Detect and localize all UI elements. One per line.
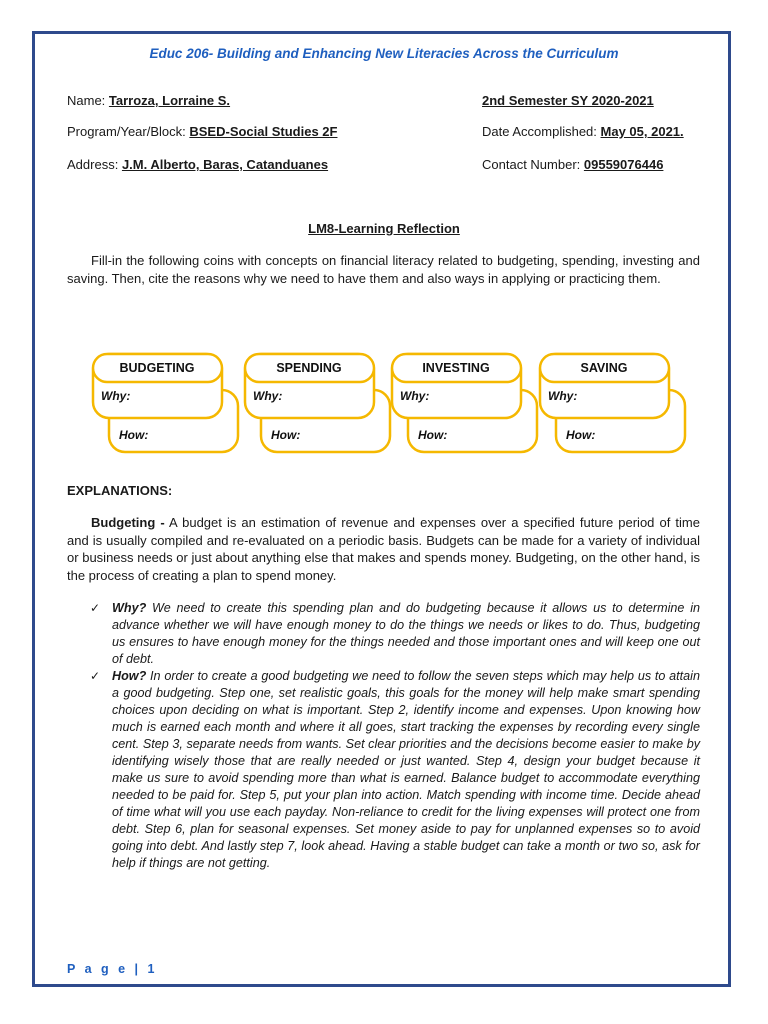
- coin-title: SAVING: [580, 361, 628, 375]
- address-label: Address:: [67, 157, 119, 172]
- contact-row: [482, 157, 663, 172]
- coin-title: SPENDING: [276, 361, 342, 375]
- program-row: [67, 124, 337, 139]
- date-row: [482, 124, 684, 139]
- coin-how: How:: [566, 428, 596, 442]
- coin-spending: [245, 354, 390, 452]
- coin-investing: [392, 354, 537, 452]
- budgeting-text: A budget is an estimation of revenue and expenses over a specified future period of time and is usually compiled and re-evaluated on a periodic basis. Budgets can be made for a variety of individual or business needs or just about anything else that makes and spends money. Budgeting, on the other hand, is the process of creating a plan to spend money.: [67, 515, 700, 583]
- coin-how: How:: [418, 428, 448, 442]
- course-title: Educ 206- Building and Enhancing New Literacies Across the Curriculum: [149, 46, 619, 61]
- address-row: [67, 157, 328, 172]
- coin-why: Why:: [101, 389, 131, 403]
- contact-label: Contact Number:: [482, 157, 581, 172]
- coin-title: BUDGETING: [119, 361, 195, 375]
- coin-why: Why:: [548, 389, 578, 403]
- instructions: Fill-in the following coins with concepts on financial literacy related to budgeting, spending, investing and saving. Then, cite the reasons why we need to have them and also ways in applying or practicing them.: [67, 253, 700, 286]
- checkmark-icon: ✓: [90, 601, 101, 615]
- address-value: J.M. Alberto, Baras, Catanduanes: [121, 157, 329, 172]
- bullet-text: We need to create this spending plan and do budgeting because it allows us to determine in advance whether we will have enough money to do the things we needs or likes to do. Thus, budgeting us ensures to have enough money for the things needed and those important ones and will keep one out of debt.: [112, 601, 700, 666]
- coin-budgeting: [93, 354, 238, 452]
- coin-why: Why:: [253, 389, 283, 403]
- name-value: Tarroza, Lorraine S.: [108, 93, 231, 108]
- coin-how: How:: [271, 428, 301, 442]
- program-label: Program/Year/Block:: [67, 124, 186, 139]
- contact-value: 09559076446: [583, 157, 664, 172]
- page-footer: P a g e | 1: [67, 962, 158, 976]
- date-label: Date Accomplished:: [482, 124, 597, 139]
- bullet-how: [90, 668, 700, 872]
- name-row: [67, 93, 230, 108]
- lm-title: LM8-Learning Reflection: [308, 221, 460, 236]
- date-value: May 05, 2021.: [600, 124, 684, 139]
- coin-how: How:: [119, 428, 149, 442]
- bullet-label: Why?: [112, 601, 147, 615]
- checkmark-icon: ✓: [90, 669, 101, 683]
- bullet-why: [90, 600, 700, 668]
- bullet-list: [90, 600, 700, 872]
- program-value: BSED-Social Studies 2F: [189, 124, 338, 139]
- coins-graphic: [0, 340, 768, 460]
- coin-title: INVESTING: [422, 361, 490, 375]
- bullet-label: How?: [112, 669, 147, 683]
- semester: 2nd Semester SY 2020-2021: [482, 93, 654, 108]
- budgeting-term: Budgeting -: [91, 515, 165, 530]
- budgeting-paragraph: [67, 514, 700, 584]
- name-label: Name:: [67, 93, 106, 108]
- coin-why: Why:: [400, 389, 430, 403]
- coin-saving: [540, 354, 685, 452]
- explanations-heading: EXPLANATIONS:: [67, 483, 173, 498]
- bullet-text: In order to create a good budgeting we need to follow the seven steps which may help us to attain a good budgeting. Step one, set realistic goals, this goals for the money will help make smart spending choices upon deciding on what is important. Step 2, identify income and expenses. Upon knowing how much is earned each month and where it all goes, start tracking the expenses by recording every single cent. Step 3, separate needs from wants. Set clear priorities and the decisions become easier to make by identifying wisely those that are really needed or just wanted. Step 4, design your budget because it make us sure to avoid spending more than what is earned. Balance budget to accommodate everything needed to be paid for. Step 5, put your plan into action. Match spending with income time. Decide ahead of time what will you use each payday. Non-reliance to credit for the living expenses will protect one from debt. Step 6, plan for seasonal expenses. Set money aside to pay for unplanned expenses so to avoid going into debt. And lastly step 7, look ahead. Having a stable budget can take a month or two so, ask for help if things are not getting.: [112, 669, 700, 870]
